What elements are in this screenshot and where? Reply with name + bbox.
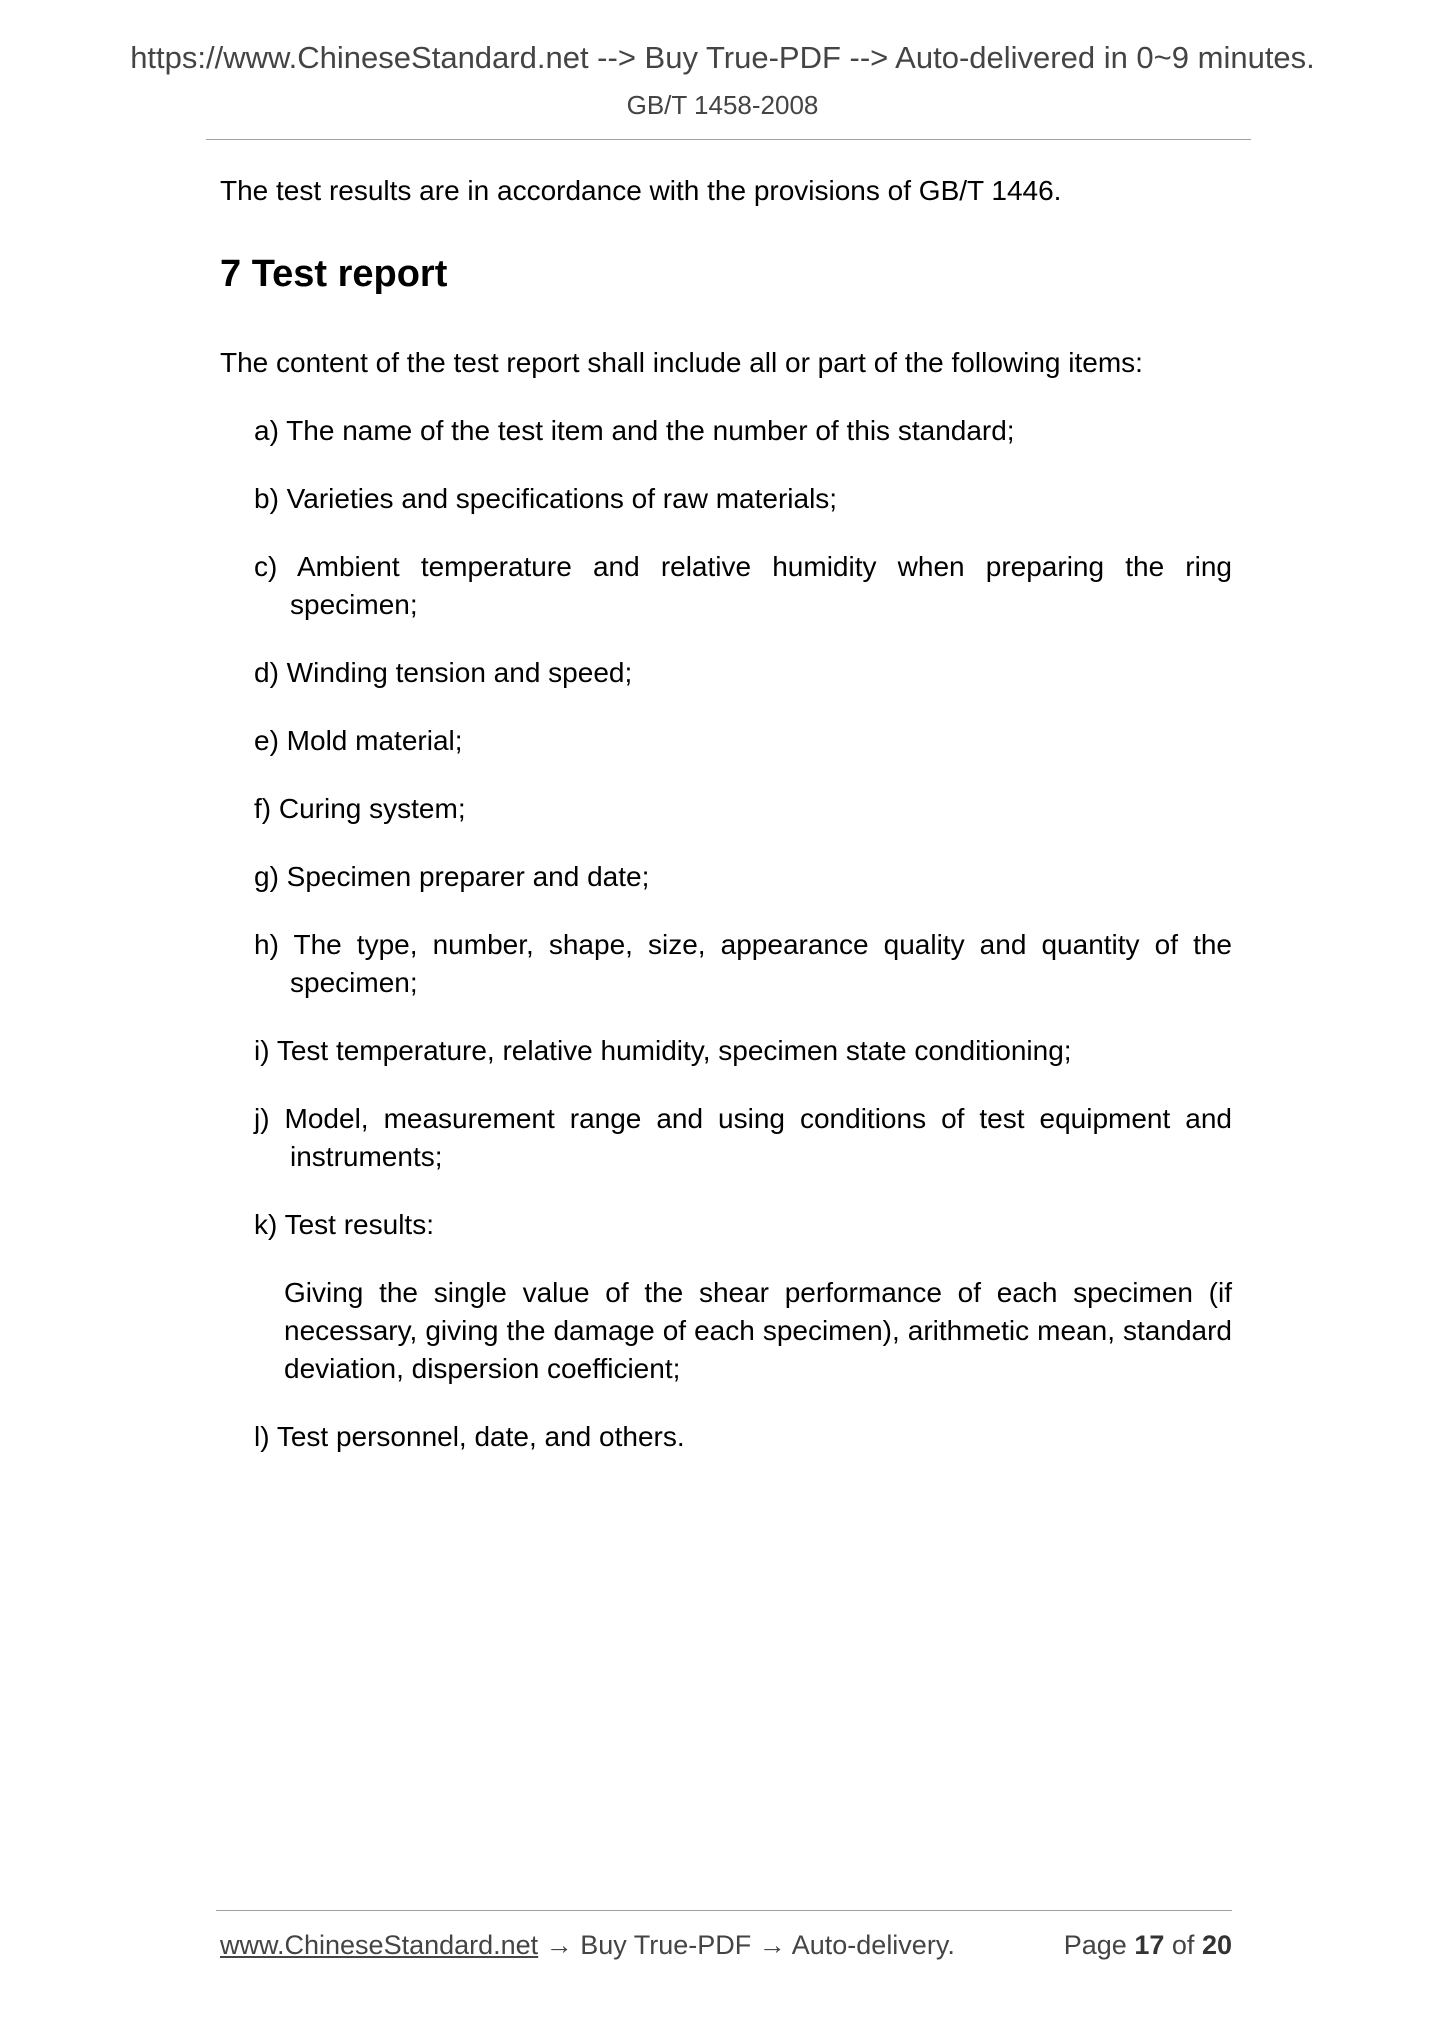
list-item-j: j) Model, measurement range and using conditions of test equipment and instruments; [254, 1103, 1232, 1172]
document-body [220, 172, 1232, 1486]
list-item-k: k) Test results: [254, 1209, 434, 1240]
report-items-list [220, 412, 1232, 1456]
list-item-h: h) The type, number, shape, size, appearance quality and quantity of the specimen; [254, 929, 1232, 998]
section-title: 7 Test report [220, 253, 448, 295]
list-item-l: l) Test personnel, date, and others. [254, 1421, 685, 1452]
header-divider [206, 139, 1251, 140]
page-of-label: of [1171, 1930, 1195, 1960]
list-item-f: f) Curing system; [254, 793, 466, 824]
list-item-e: e) Mold material; [254, 725, 463, 756]
footer-tagline: → Buy True-PDF → Auto-delivery. [538, 1930, 955, 1960]
footer-site-link[interactable]: www.ChineseStandard.net [220, 1930, 539, 1960]
list-item-d: d) Winding tension and speed; [254, 657, 633, 688]
page-total: 20 [1201, 1930, 1232, 1960]
opening-paragraph: The test results are in accordance with the provisions of GB/T 1446. [220, 175, 1062, 206]
test-results-detail: Giving the single value of the shear performance of each specimen (if necessary, giving the damage of each specimen), arithmetic mean, standard deviation, dispersion coefficient; [284, 1277, 1232, 1384]
header-standard-number: GB/T 1458-2008 [626, 90, 819, 120]
page-label: Page [1063, 1930, 1127, 1960]
page-current: 17 [1134, 1930, 1165, 1960]
list-item-i: i) Test temperature, relative humidity, specimen state conditioning; [254, 1035, 1072, 1066]
list-item-b: b) Varieties and specifications of raw materials; [254, 483, 838, 514]
list-item-g: g) Specimen preparer and date; [254, 861, 650, 892]
header-url-line: https://www.ChineseStandard.net --> Buy True-PDF --> Auto-delivered in 0~9 minutes. [130, 40, 1315, 75]
list-item-a: a) The name of the test item and the number of this standard; [254, 415, 1015, 446]
page-indicator [1064, 1930, 1232, 1961]
section-intro: The content of the test report shall include all or part of the following items: [220, 347, 1143, 378]
footer-left [220, 1930, 955, 1961]
list-item-c: c) Ambient temperature and relative humidity when preparing the ring specimen; [254, 551, 1232, 620]
footer-divider [216, 1910, 1232, 1911]
